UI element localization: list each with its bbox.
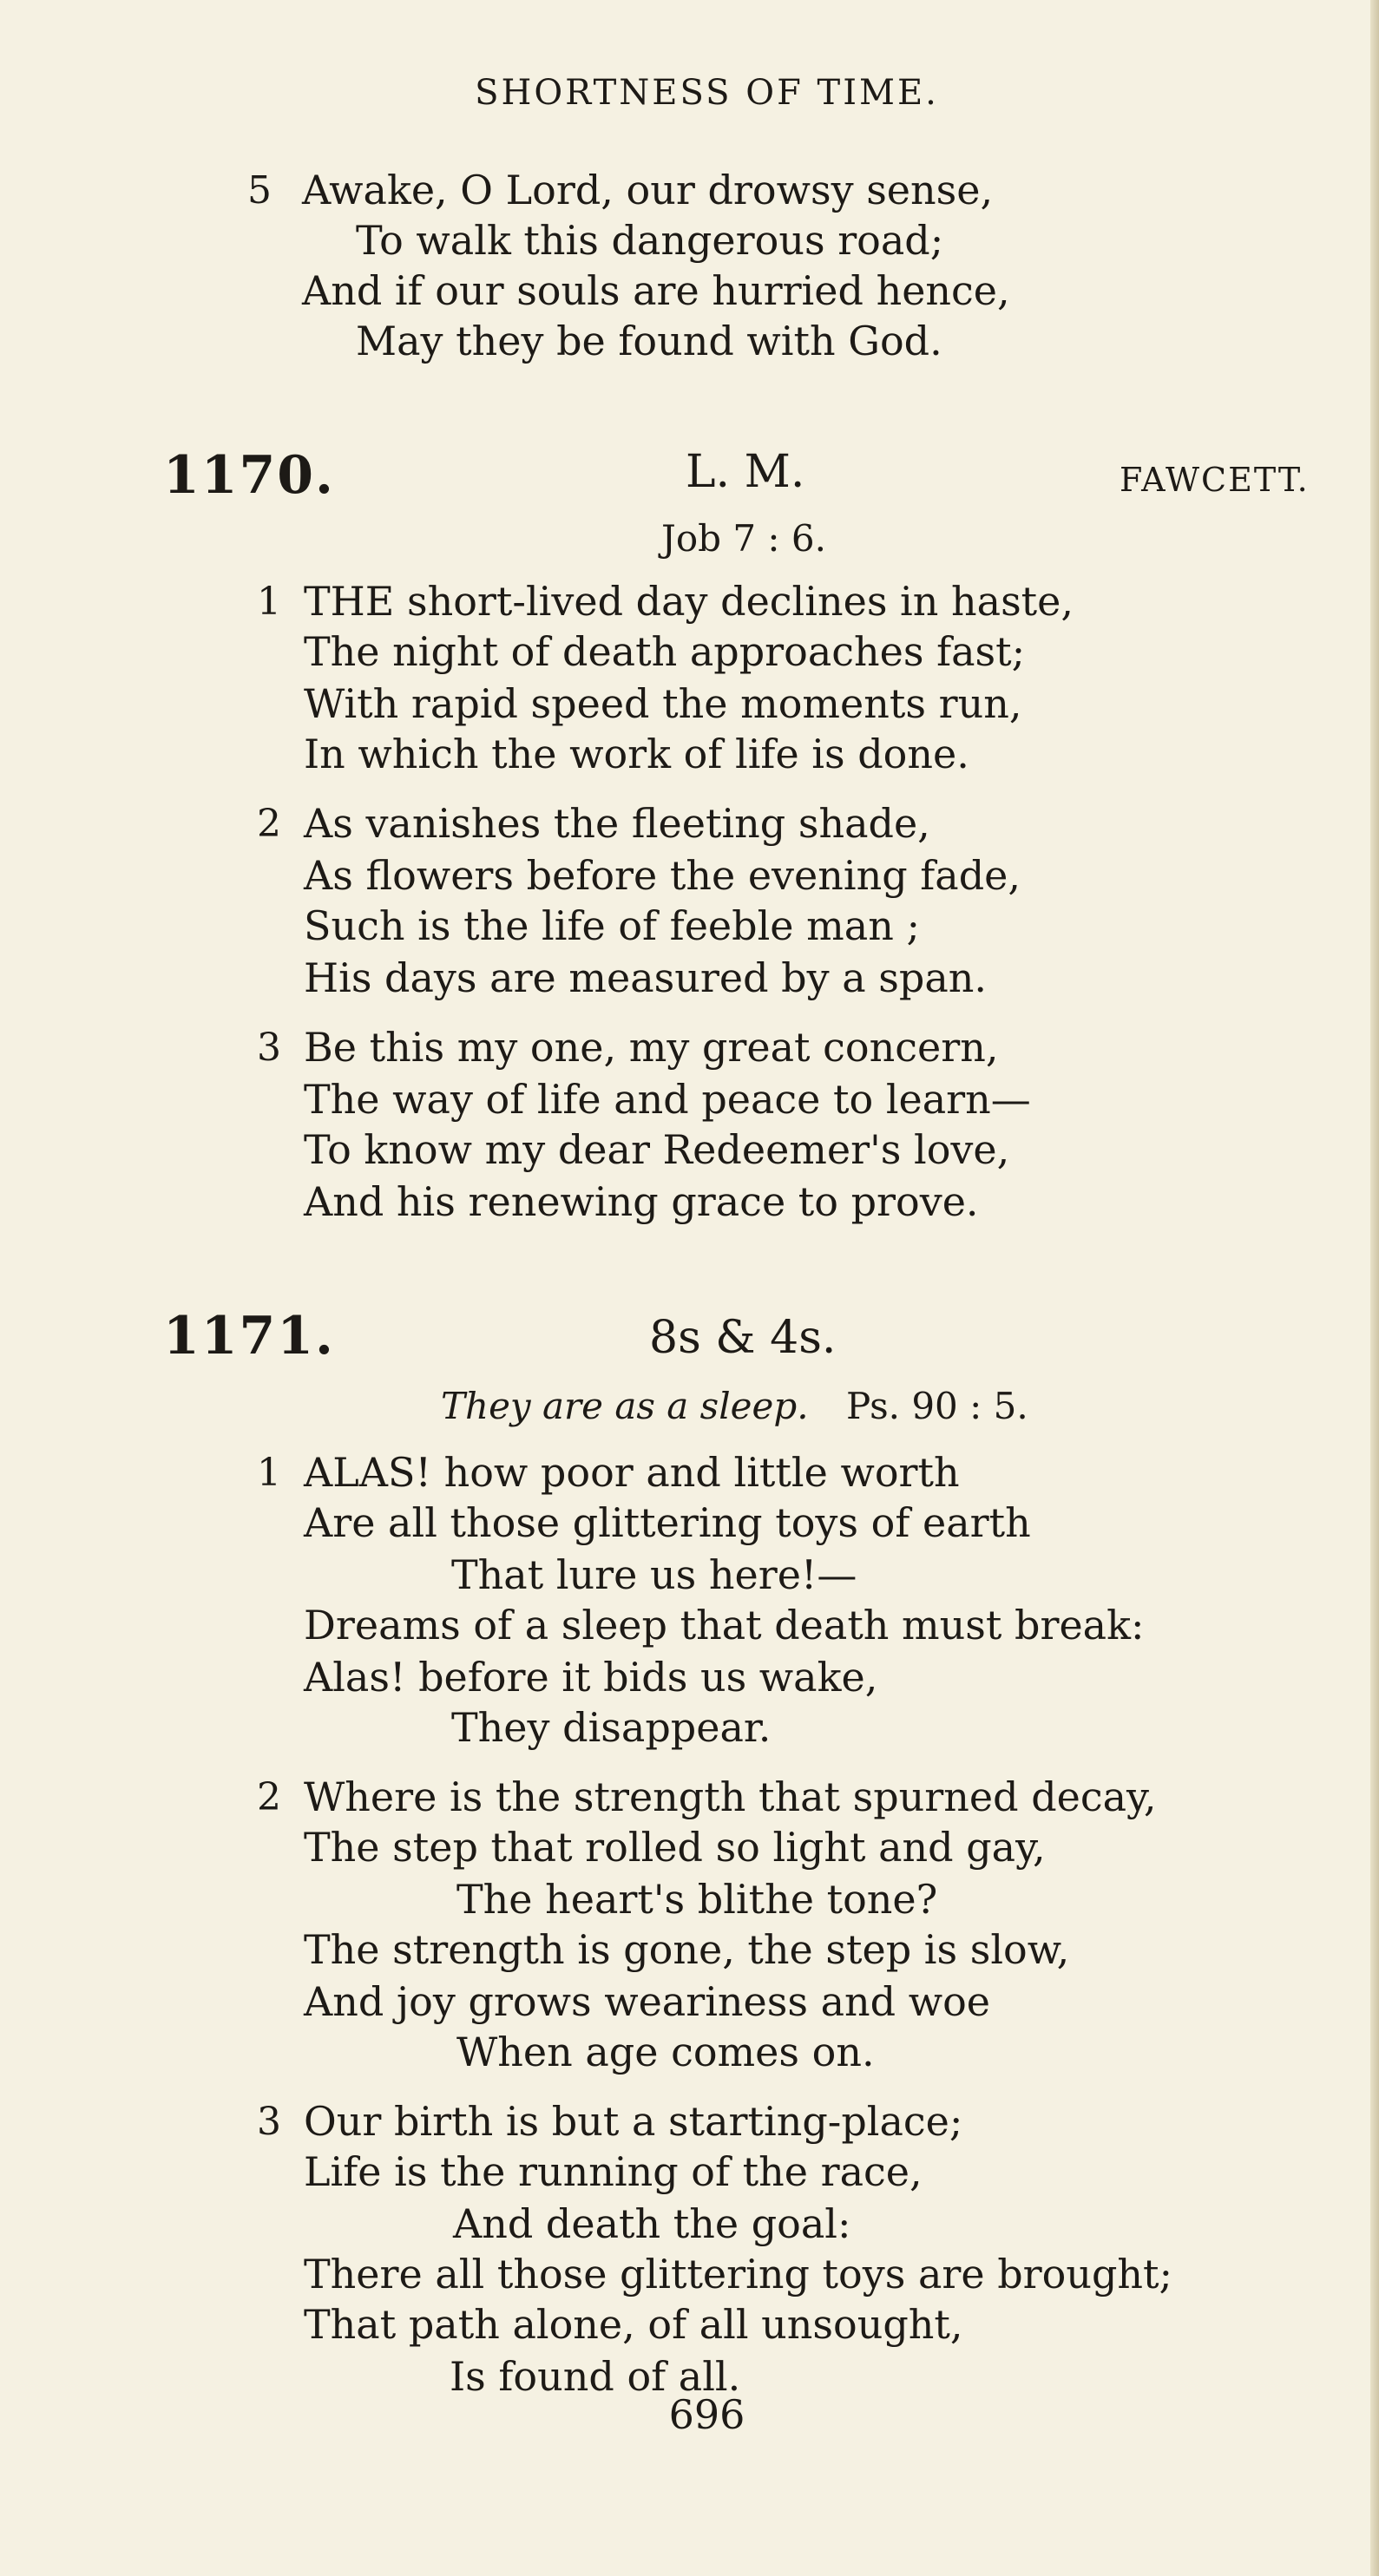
verse-line: In which the work of life is done. [304, 731, 969, 777]
verse-line: Life is the running of the race, [304, 2148, 923, 2195]
verse-line: To walk this dangerous road; [356, 217, 944, 264]
verse-number: 2 [257, 1775, 281, 1819]
verse-line: When age comes on. [456, 2029, 875, 2075]
verse-line: To know my dear Redeemer's love, [304, 1126, 1010, 1173]
scripture-reference [441, 1385, 1028, 1427]
verse-line: And if our souls are hurried hence, [302, 267, 1010, 314]
verse-line: As vanishes the fleeting shade, [304, 800, 930, 847]
verse-line: Such is the life of feeble man ; [304, 902, 920, 949]
verse-line: The step that rolled so light and gay, [304, 1824, 1046, 1871]
scripture-quote: They are as a sleep. [441, 1385, 809, 1427]
verse-line: They disappear. [451, 1704, 772, 1751]
verse-line: There all those glittering toys are brought; [304, 2251, 1173, 2297]
verse-line: With rapid speed the moments run, [304, 680, 1022, 727]
verse-line: The heart's blithe tone? [456, 1876, 938, 1923]
hymn-number: 1171. [163, 1306, 335, 1367]
verse-line: Where is the strength that spurned decay, [304, 1773, 1157, 1820]
verse-number: 3 [257, 1026, 281, 1070]
verse-line: ALAS! how poor and little worth [304, 1449, 960, 1496]
verse-number: 2 [257, 802, 281, 846]
verse-line: THE short-lived day declines in haste, [304, 578, 1074, 625]
scripture-citation: Ps. 90 : 5. [845, 1385, 1028, 1427]
verse-number: 1 [257, 580, 281, 624]
verse-line: Be this my one, my great concern, [304, 1024, 999, 1071]
hymn-meter: L. M. [686, 446, 805, 498]
verse-number: 5 [247, 168, 272, 213]
verse-line: And death the goal: [453, 2200, 851, 2247]
verse-number: 1 [257, 1451, 281, 1495]
verse-line: That path alone, of all unsought, [304, 2301, 963, 2348]
verse-line: Dreams of a sleep that death must break: [304, 1602, 1145, 1649]
verse-line: That lure us here!— [451, 1551, 857, 1598]
running-head: SHORTNESS OF TIME. [475, 73, 939, 113]
verse-line: Awake, O Lord, our drowsy sense, [302, 167, 994, 213]
verse-line: As flowers before the evening fade, [304, 852, 1021, 899]
verse-line: His days are measured by a span. [304, 954, 988, 1001]
verse-line: May they be found with God. [356, 318, 942, 364]
verse-line: And his renewing grace to prove. [304, 1178, 979, 1225]
verse-number: 3 [257, 2100, 281, 2144]
hymn-meter: 8s & 4s. [649, 1312, 837, 1364]
verse-line: Alas! before it bids us wake, [304, 1654, 878, 1701]
page-number: 696 [668, 2391, 745, 2438]
hymn-author: FAWCETT. [1120, 461, 1310, 499]
verse-line: The way of life and peace to learn— [304, 1076, 1031, 1123]
scripture-reference: Job 7 : 6. [661, 517, 827, 560]
hymn-number: 1170. [163, 445, 335, 506]
verse-line: Is found of all. [450, 2353, 741, 2400]
page-edge-shadow [1370, 0, 1379, 2576]
verse-line: Our birth is but a starting-place; [304, 2098, 963, 2145]
verse-line: Are all those glittering toys of earth [304, 1499, 1031, 1546]
verse-line: The night of death approaches fast; [304, 628, 1026, 675]
verse-line: And joy grows weariness and woe [304, 1978, 991, 2025]
verse-line: The strength is gone, the step is slow, [304, 1926, 1070, 1973]
